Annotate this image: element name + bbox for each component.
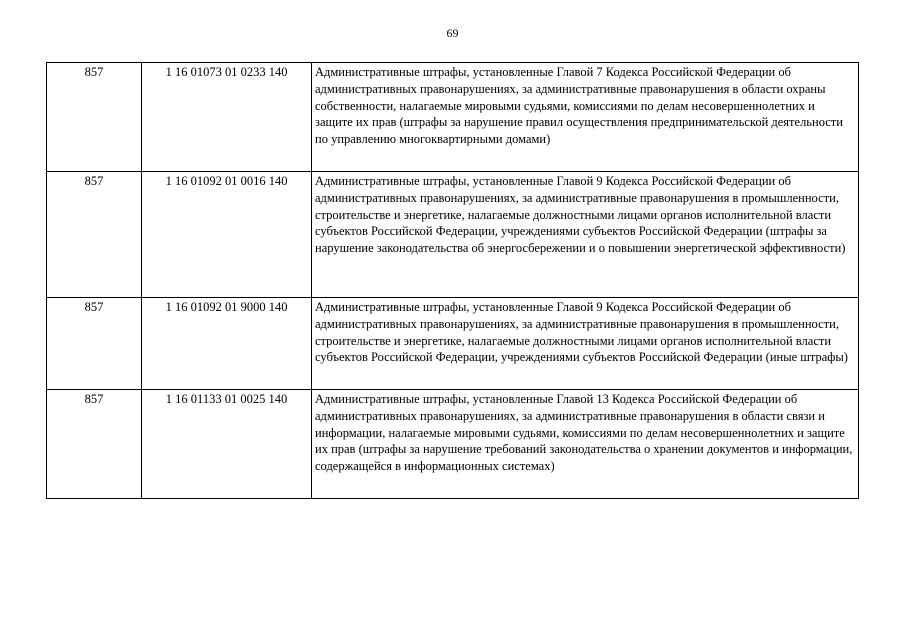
kbk-cell: 1 16 01073 01 0233 140 [142, 63, 312, 172]
admin-code-cell: 857 [47, 390, 142, 499]
page-number: 69 [446, 26, 459, 40]
description-cell: Административные штрафы, установленные Главой 9 Кодекса Российской Федерации об административных правонарушениях, за административные правонарушения в промышленности, строительстве и энергетике, налагаемые должностными лицами органов исполнительной власти субъектов Российской Федерации, учреждениями субъектов Российской Федерации (штрафы за нарушение законодательства об энергосбережении и о повышении энергетической эффективности) [312, 172, 859, 298]
fines-table [46, 62, 859, 499]
admin-code-cell: 857 [47, 63, 142, 172]
kbk-cell: 1 16 01092 01 9000 140 [142, 298, 312, 390]
table-row [47, 390, 859, 499]
admin-code-cell: 857 [47, 172, 142, 298]
description-cell: Административные штрафы, установленные Главой 9 Кодекса Российской Федерации об административных правонарушениях, за административные правонарушения в промышленности, строительстве и энергетике, налагаемые должностными лицами органов исполнительной власти субъектов Российской Федерации, учреждениями субъектов Российской Федерации (иные штрафы) [312, 298, 859, 390]
kbk-cell: 1 16 01133 01 0025 140 [142, 390, 312, 499]
table-row [47, 63, 859, 172]
admin-code-cell: 857 [47, 298, 142, 390]
table-row [47, 298, 859, 390]
description-cell: Административные штрафы, установленные Главой 7 Кодекса Российской Федерации об административных правонарушениях, за административные правонарушения в области охраны собственности, налагаемые мировыми судьями, комиссиями по делам несовершеннолетних и защите их прав (штрафы за нарушение правил осуществления предпринимательской деятельности по управлению многоквартирными домами) [312, 63, 859, 172]
kbk-cell: 1 16 01092 01 0016 140 [142, 172, 312, 298]
description-cell: Административные штрафы, установленные Главой 13 Кодекса Российской Федерации об административных правонарушениях, за административные правонарушения в области связи и информации, налагаемые мировыми судьями, комиссиями по делам несовершеннолетних и защите их прав (штрафы за нарушение требований законодательства о хранении документов и информации, содержащейся в информационных системах) [312, 390, 859, 499]
table-row [47, 172, 859, 298]
